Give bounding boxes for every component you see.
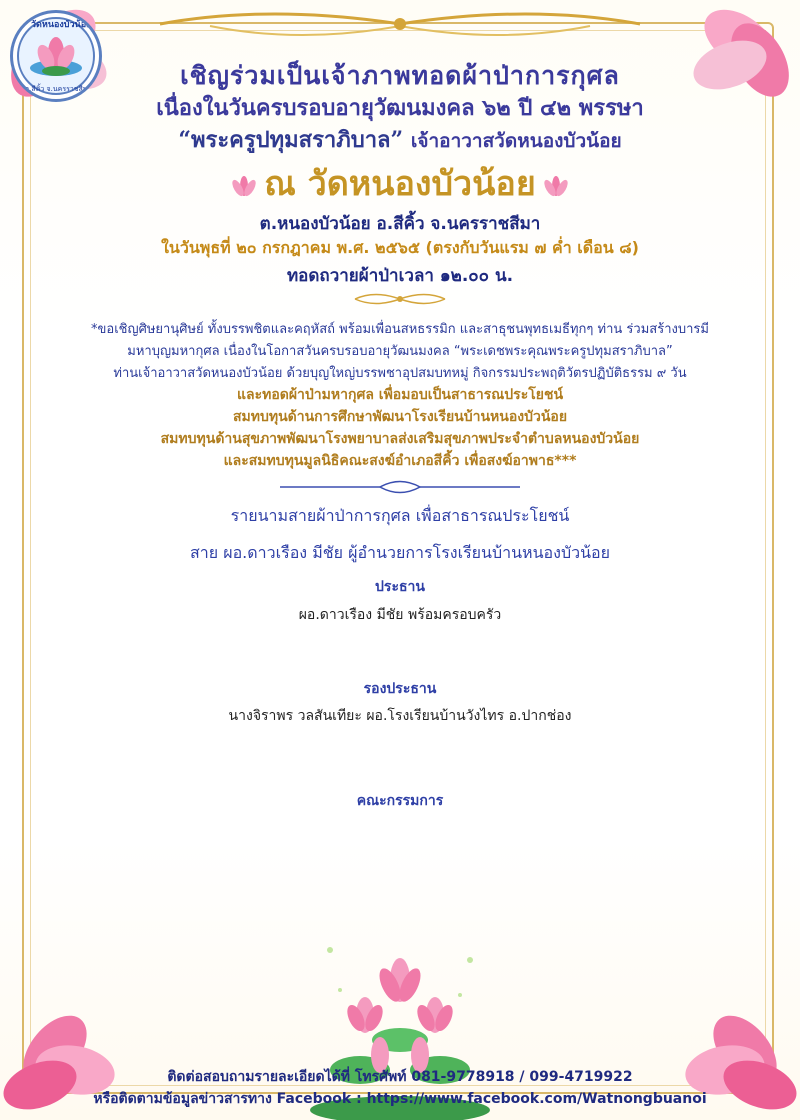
body-line-7: และสมทบทุนมูลนิธิคณะสงฆ์อำเภอสีคิ้ว เพื่อสงฆ์อาพาธ*** xyxy=(223,453,577,469)
role-vice-chairman: รองประธาน xyxy=(363,681,437,697)
logo-text-top: วัดหนองบัวน้อย xyxy=(31,20,92,30)
name-chairman: ผอ.ดาวเรือง มีชัย พร้อมครอบครัว xyxy=(298,607,502,623)
top-flourish-ornament xyxy=(150,4,650,44)
role-committee: คณะกรรมการ xyxy=(356,793,444,809)
heading-occasion: เนื่องในวันครบรอบอายุวัฒนมงคล ๖๒ ปี ๔๒ พรรษา xyxy=(156,95,644,121)
heading-temple xyxy=(0,156,800,210)
body-line-4: และทอดผ้าป่ามหากุศล เพื่อมอบเป็นสาธารณประโยชน์ xyxy=(236,387,564,403)
event-location: ต.หนองบัวน้อย อ.สีคิ้ว จ.นครราชสีมา xyxy=(259,214,541,234)
body-line-3: ท่านเจ้าอาวาสวัดหนองบัวน้อย ด้วยบุญใหญ่บรรพชาอุปสมบทหมู่ กิจกรรมประพฤติวัตรปฏิบัติธรรม ๙ วัน xyxy=(113,366,687,381)
body-line-1: *ขอเชิญศิษยานุศิษย์ ทั้งบรรพชิตและคฤหัสถ์ พร้อมเพื่อนสหธรรมิก และสาธุชนพุทธเมธีทุกๆ ท่าน ร่วมสร้างบารมี xyxy=(91,322,709,337)
name-vice-chairman: นางจิราพร วลสันเทียะ ผอ.โรงเรียนบ้านวังไทร อ.ปากช่อง xyxy=(228,708,572,724)
heading-abbot xyxy=(0,122,800,157)
contact-phone: ติดต่อสอบถามรายละเอียดได้ที่ โทรศัพท์ 081-9778918 / 099-4719922 xyxy=(167,1069,633,1085)
lotus-icon xyxy=(542,174,570,198)
divider-ornament-blue xyxy=(280,478,520,496)
list-title: รายนามสายผ้าป่าการกุศล เพื่อสาธารณประโยชน์ xyxy=(230,506,570,525)
heading-invitation: เชิญร่วมเป็นเจ้าภาพทอดผ้าป่าการกุศล xyxy=(180,61,620,90)
event-time: ทอดถวายผ้าป่าเวลา ๑๒.๐๐ น. xyxy=(286,266,514,286)
list-group-line: สาย ผอ.ดาวเรือง มีชัย ผู้อำนวยการโรงเรียนบ้านหนองบัวน้อย xyxy=(189,543,611,562)
divider-ornament xyxy=(350,290,450,308)
logo-text-bottom: อ.สีคิ้ว จ.นครราชสีมา xyxy=(25,85,92,93)
lotus-icon xyxy=(230,174,258,198)
role-chairman: ประธาน xyxy=(375,579,425,595)
contact-facebook: หรือติดตามข้อมูลข่าวสารทาง Facebook : https://www.facebook.com/Watnongbuanoi xyxy=(93,1091,707,1107)
body-line-6: สมทบทุนด้านสุขภาพพัฒนาโรงพยาบาลส่งเสริมสุขภาพประจำตำบลหนองบัวน้อย xyxy=(160,431,640,447)
temple-name: ณ วัดหนองบัวน้อย xyxy=(264,164,536,204)
abbot-name: “พระครูปทุมสราภิบาล” xyxy=(178,127,404,153)
body-line-5: สมทบทุนด้านการศึกษาพัฒนาโรงเรียนบ้านหนองบัวน้อย xyxy=(232,409,568,425)
event-date: ในวันพุธที่ ๒๐ กรกฎาคม พ.ศ. ๒๕๖๕ (ตรงกับวันแรม ๗ ค่ำ เดือน ๘) xyxy=(161,238,639,257)
abbot-title: เจ้าอาวาสวัดหนองบัวน้อย xyxy=(410,130,622,152)
body-line-2: มหาบุญมหากุศล เนื่องในโอกาสวันครบรอบอายุวัฒนมงคล “พระเดชพระคุณพระครูปทุมสราภิบาล” xyxy=(127,344,673,359)
